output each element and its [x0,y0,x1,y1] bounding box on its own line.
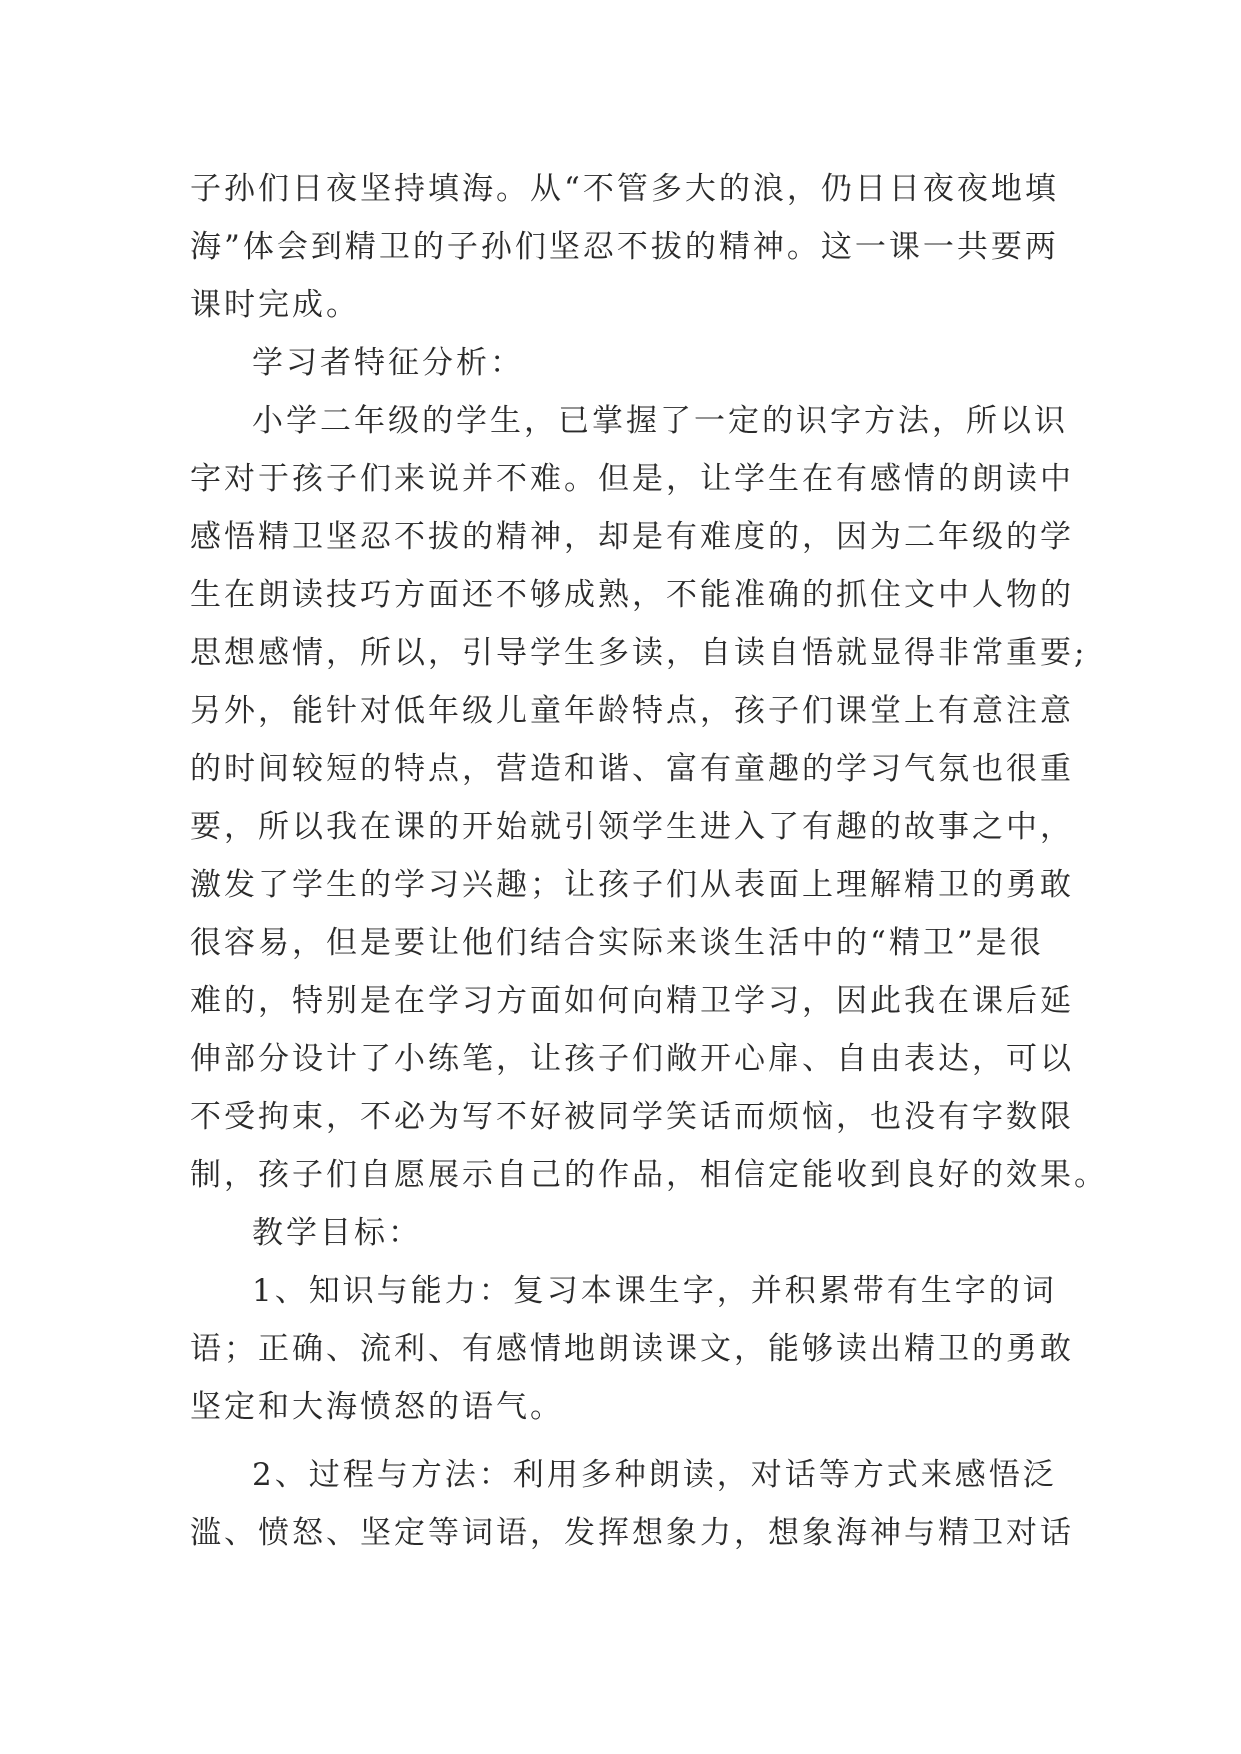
text-line: 难的，特别是在学习方面如何向精卫学习，因此我在课后延 [190,983,1074,1019]
text-line: 字对于孩子们来说并不难。但是，让学生在有感情的朗读中 [190,461,1074,497]
text-line: 海”体会到精卫的子孙们坚忍不拔的精神。这一课一共要两 [190,229,1059,265]
text-line: 生在朗读技巧方面还不够成熟，不能准确的抓住文中人物的 [190,577,1074,613]
text-line: 另外，能针对低年级儿童年龄特点，孩子们课堂上有意注意 [190,693,1074,729]
text-line: 不受拘束，不必为写不好被同学笑话而烦恼，也没有字数限 [190,1099,1074,1135]
text-line: 2、过程与方法：利用多种朗读，对话等方式来感悟泛 [252,1457,1057,1493]
text-line: 坚定和大海愤怒的语气。 [190,1389,564,1425]
text-line: 要，所以我在课的开始就引领学生进入了有趣的故事之中， [190,809,1074,845]
document-body [190,160,1108,1562]
text-line: 思想感情，所以，引导学生多读，自读自悟就显得非常重要; [190,635,1088,671]
section-heading-learner-analysis: 学习者特征分析： [252,345,524,381]
text-line: 伸部分设计了小练笔，让孩子们敞开心扉、自由表达，可以 [190,1041,1074,1077]
text-line: 制，孩子们自愿展示自己的作品，相信定能收到良好的效果。 [190,1157,1108,1193]
text-line: 激发了学生的学习兴趣；让孩子们从表面上理解精卫的勇敢 [190,867,1074,903]
text-line: 课时完成。 [190,287,360,323]
text-line: 感悟精卫坚忍不拔的精神，却是有难度的，因为二年级的学 [190,519,1074,555]
text-line: 子孙们日夜坚持填海。从“不管多大的浪，仍日日夜夜地填 [190,171,1059,207]
section-heading-teaching-goals: 教学目标： [252,1215,422,1251]
text-line: 很容易，但是要让他们结合实际来谈生活中的“精卫”是很 [190,925,1044,961]
text-line: 的时间较短的特点，营造和谐、富有童趣的学习气氛也很重 [190,751,1074,787]
text-line: 1、知识与能力：复习本课生字，并积累带有生字的词 [252,1273,1057,1309]
text-line: 小学二年级的学生，已掌握了一定的识字方法，所以识 [252,403,1068,439]
text-line: 语；正确、流利、有感情地朗读课文，能够读出精卫的勇敢 [190,1331,1074,1367]
text-line: 滥、愤怒、坚定等词语，发挥想象力，想象海神与精卫对话 [190,1515,1074,1551]
